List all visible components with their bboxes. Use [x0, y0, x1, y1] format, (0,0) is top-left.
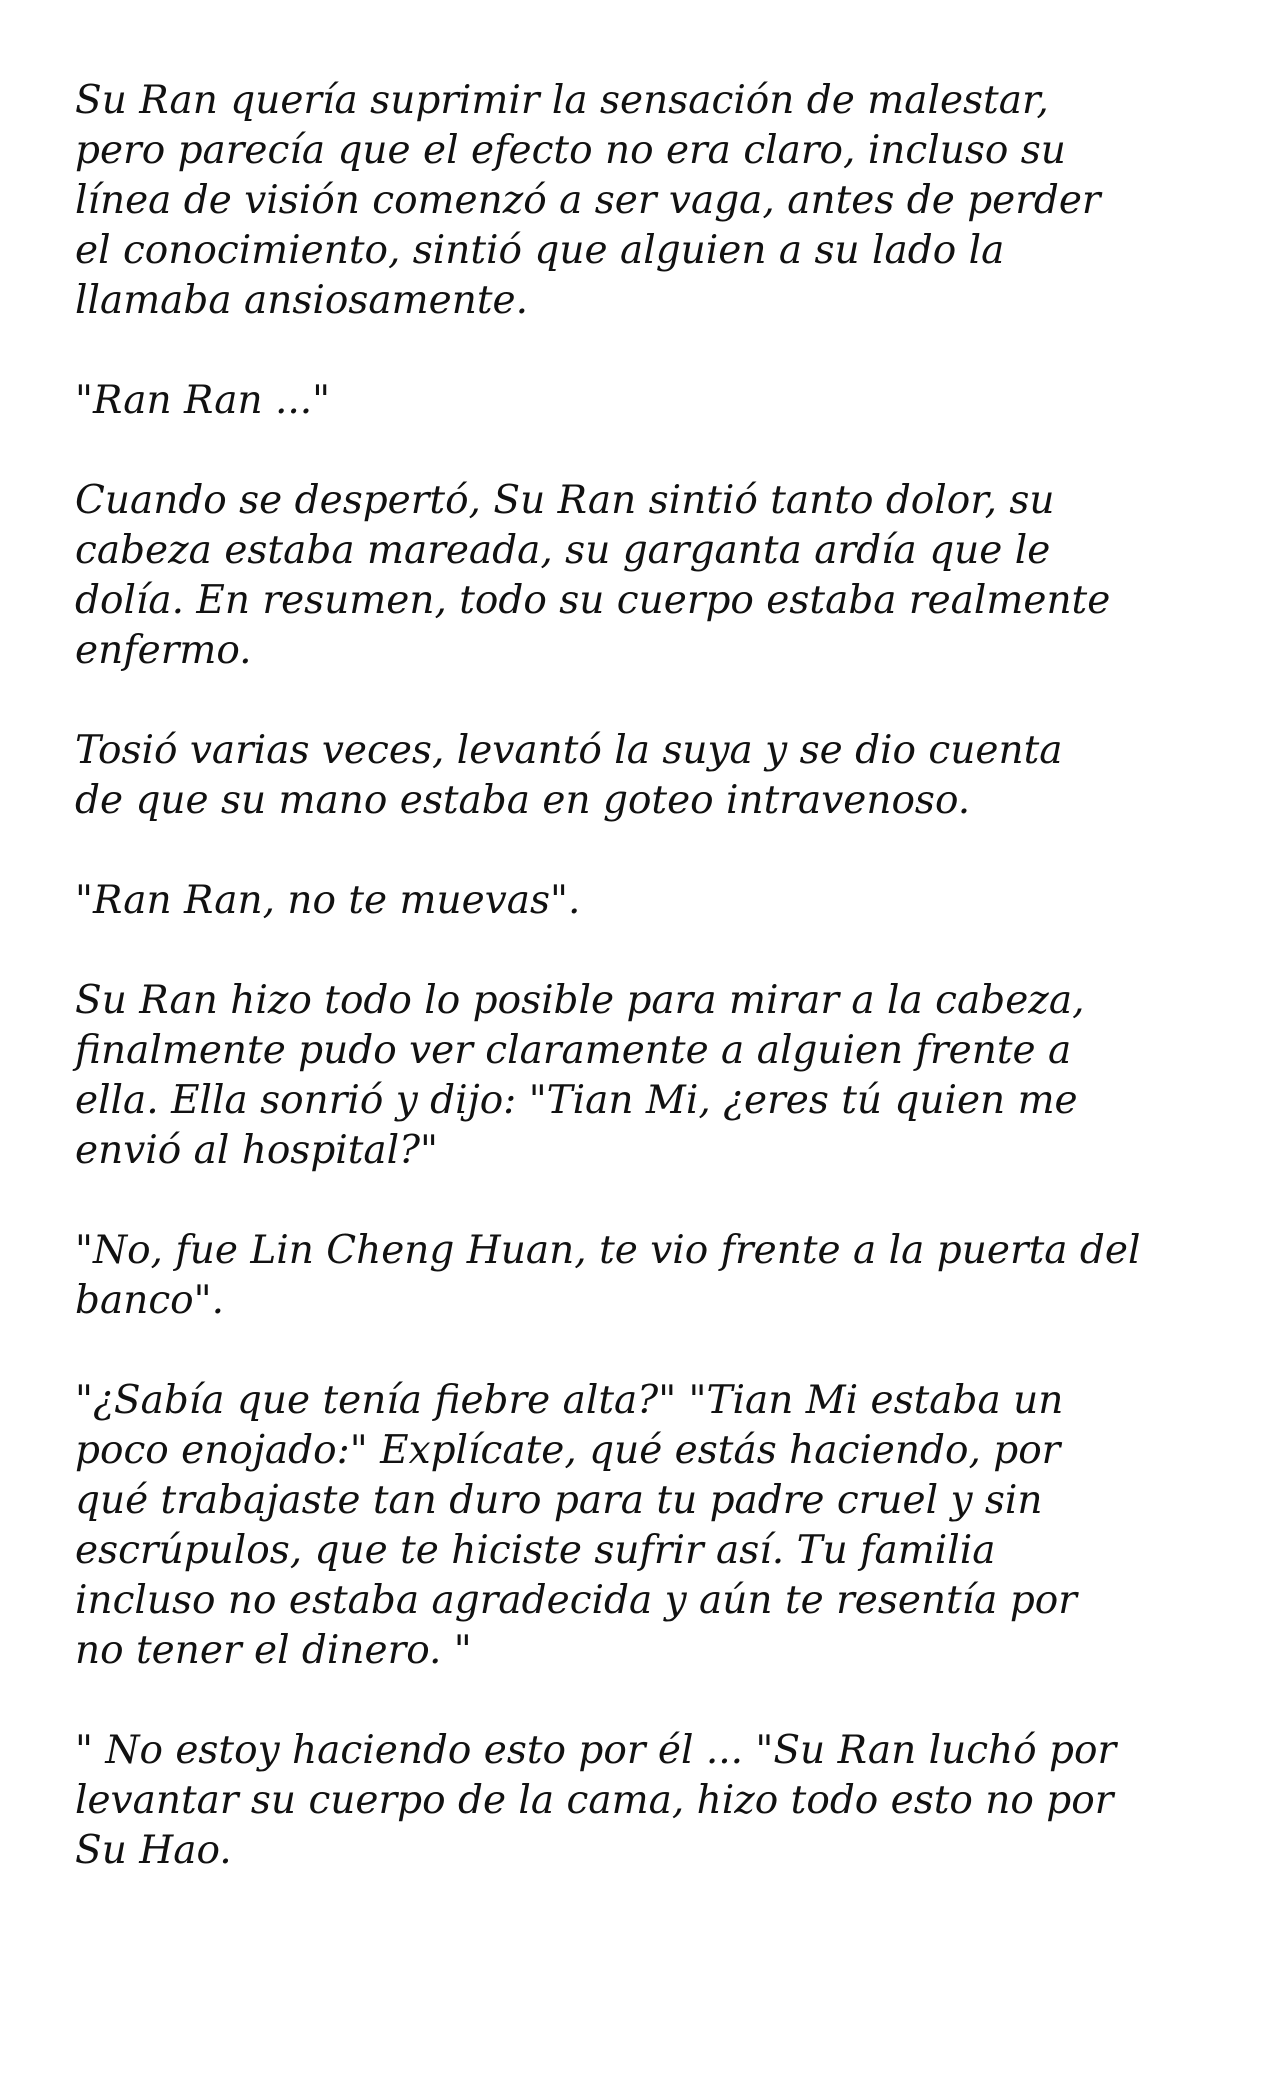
paragraph-2: "Ran Ran ...": [75, 378, 331, 423]
paragraph-7: "No, fue Lin Cheng Huan, te vio frente a la puerta del banco".: [75, 1228, 1141, 1323]
paragraph-5: "Ran Ran, no te muevas".: [75, 878, 581, 923]
paragraph-8: "¿Sabía que tenía fiebre alta?" "Tian Mi estaba un poco enojado:" Explícate, qué estás haciendo, por qué trabajaste tan duro para tu padre cruel y sin escrúpulos, que te hiciste sufrir así. Tu familia incluso no estaba agradecida y aún te resentía por no tener el dinero. ": [75, 1378, 1077, 1673]
paragraph-9: " No estoy haciendo esto por él ... "Su Ran luchó por levantar su cuerpo de la cama, hizo todo esto no por Su Hao.: [75, 1728, 1117, 1873]
paragraph-3: Cuando se despertó, Su Ran sintió tanto dolor, su cabeza estaba mareada, su garganta ardía que le dolía. En resumen, todo su cuerpo estaba realmente enfermo.: [75, 478, 1111, 673]
paragraph-6: Su Ran hizo todo lo posible para mirar a la cabeza, finalmente pudo ver claramente a alguien frente a ella. Ella sonrió y dijo: "Tian Mi, ¿eres tú quien me envió al hospital?": [75, 978, 1085, 1173]
paragraph-1: Su Ran quería suprimir la sensación de malestar, pero parecía que el efecto no era claro, incluso su línea de visión comenzó a ser vaga, antes de perder el conocimiento, sintió que alguien a su lado la llamaba ansiosamente.: [75, 78, 1101, 323]
paragraph-4: Tosió varias veces, levantó la suya y se dio cuenta de que su mano estaba en goteo intravenoso.: [75, 728, 1063, 823]
